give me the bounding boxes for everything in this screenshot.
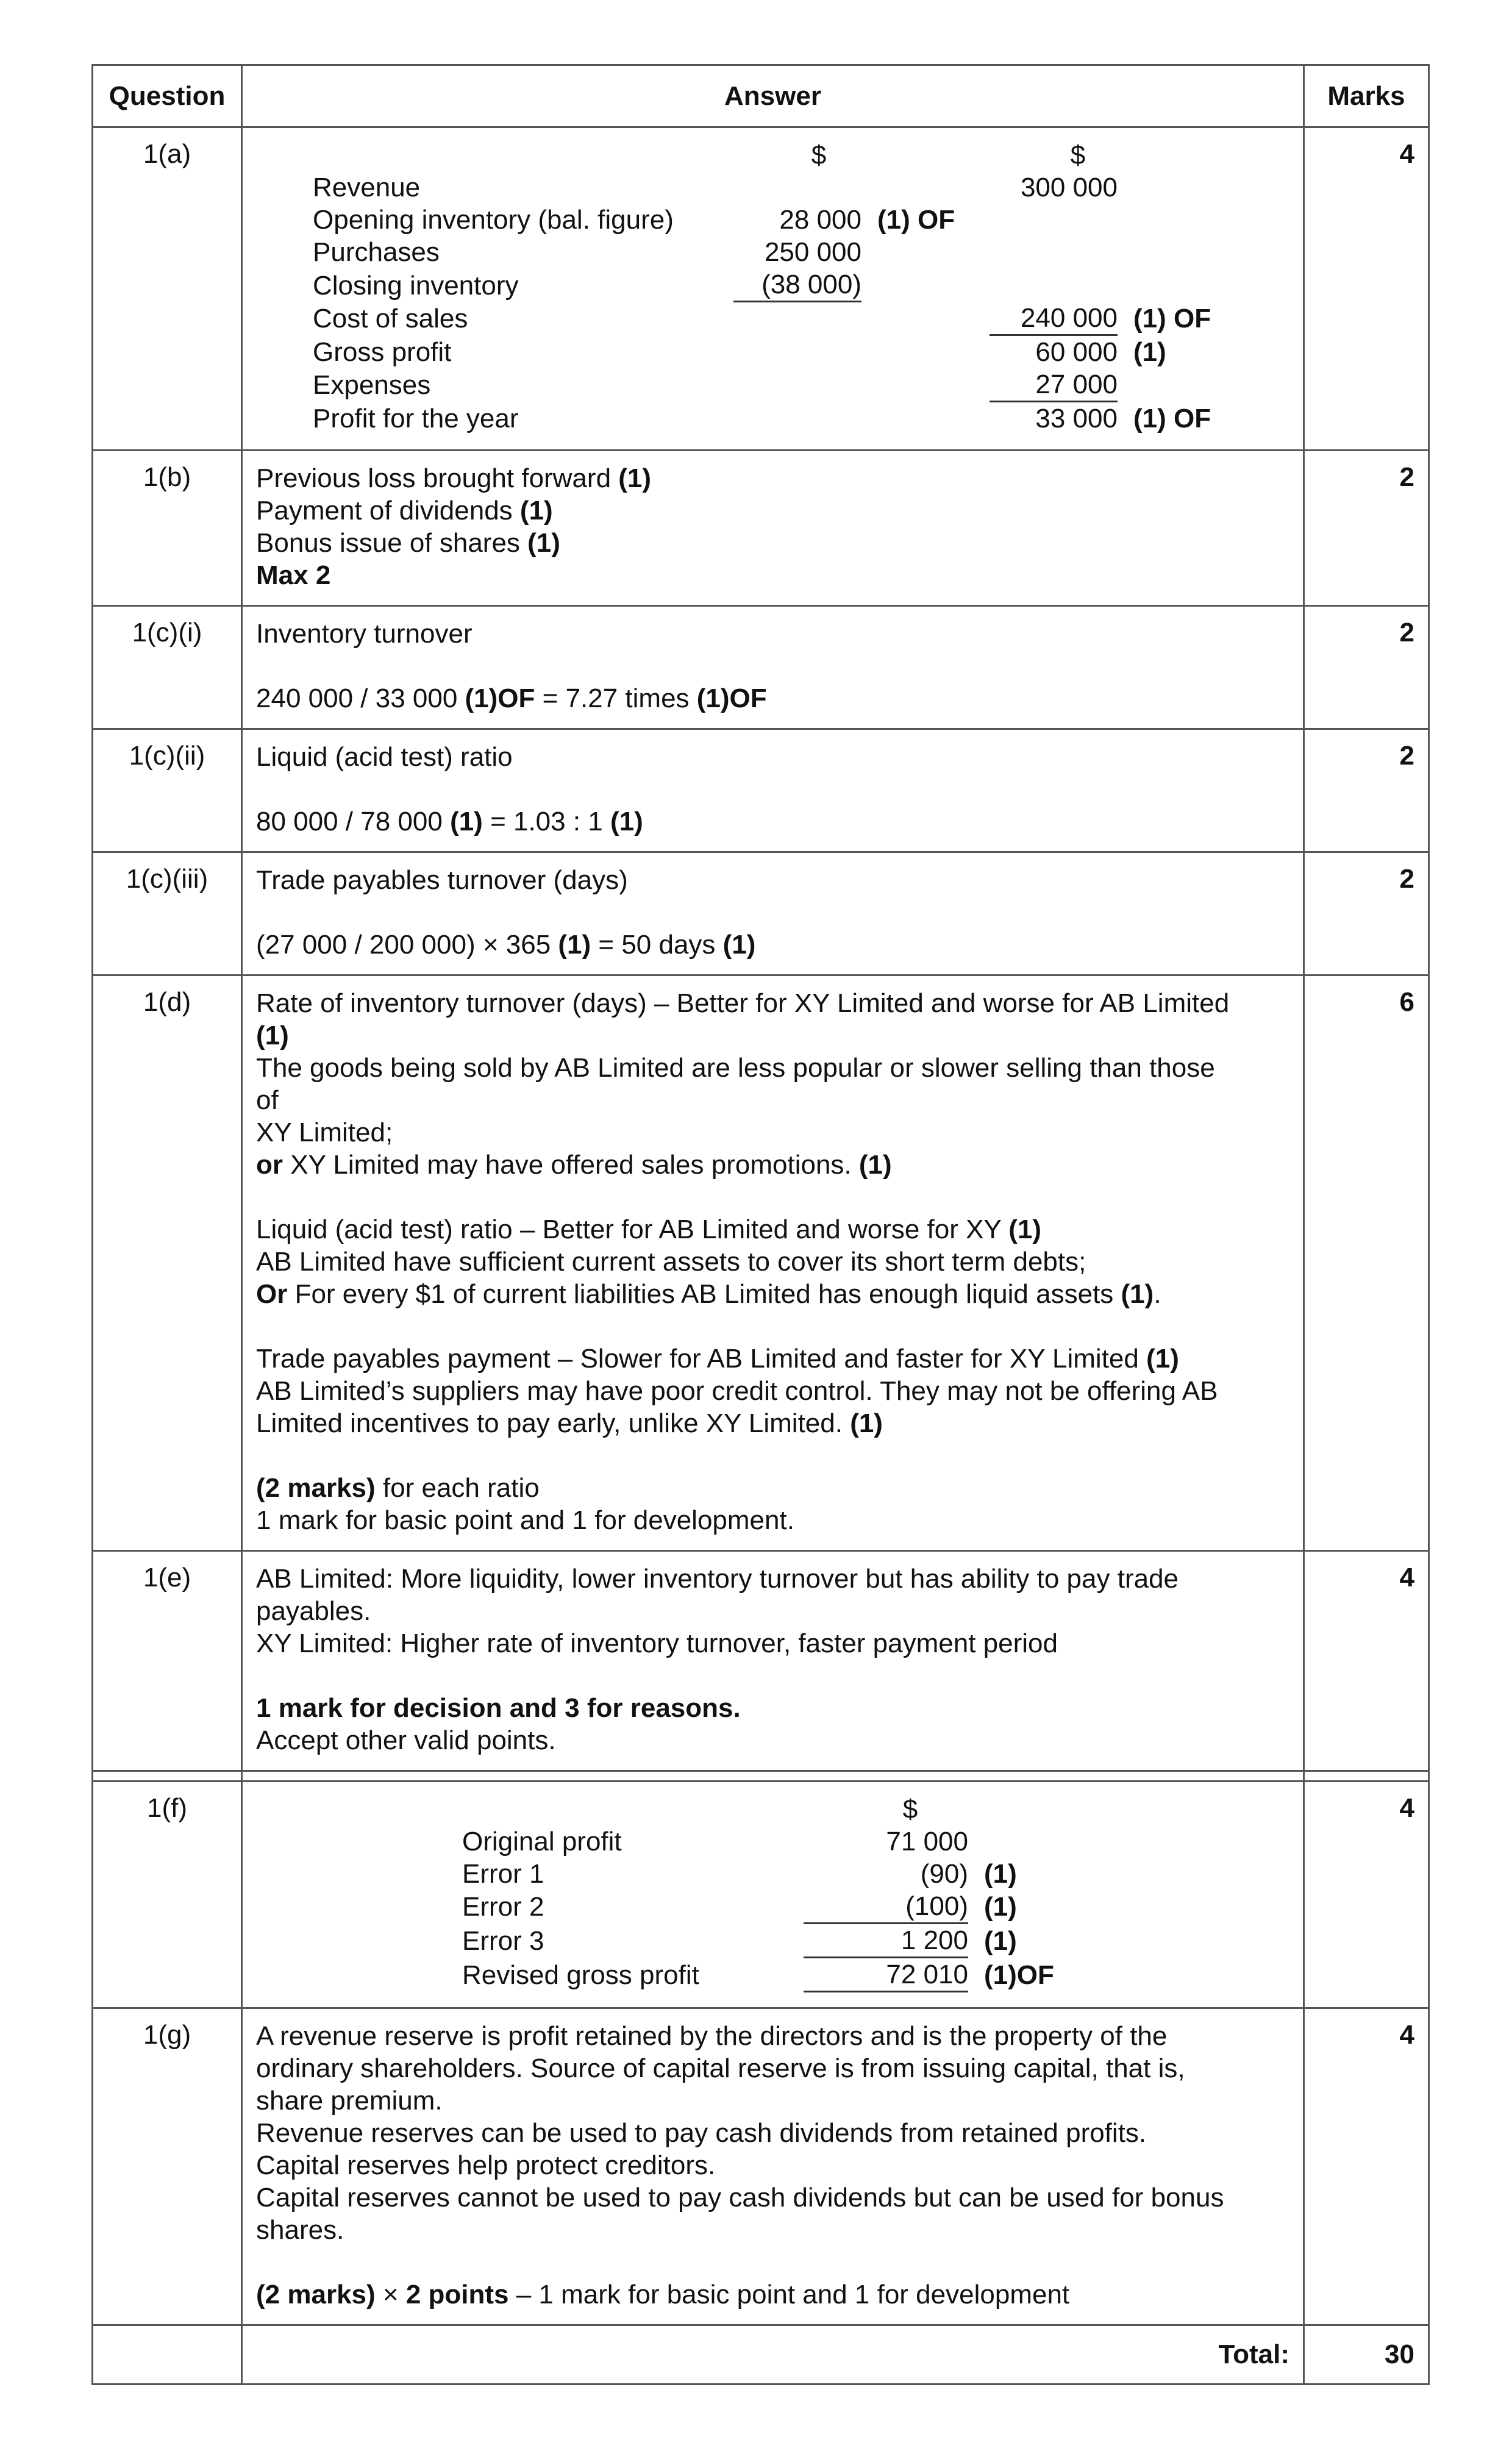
question-id: 1(b) xyxy=(93,450,242,605)
answer-line: Liquid (acid test) ratio – Better for AB Limited and worse for XY xyxy=(256,1214,1009,1244)
statement-row xyxy=(462,1957,1078,1991)
calculation-result: = 1.03 : 1 xyxy=(482,806,610,836)
header-row xyxy=(93,65,1429,127)
mark-annotation: (1) xyxy=(256,1020,289,1050)
marks-value: 2 xyxy=(1304,605,1429,729)
calculation: (27 000 / 200 000) × 365 xyxy=(256,929,558,960)
statement-row xyxy=(462,1890,1078,1924)
total-row xyxy=(93,2325,1429,2384)
answer-line: Capital reserves cannot be used to pay cash dividends but can be used for bonus xyxy=(256,2182,1224,2213)
mark-annotation: (1) xyxy=(610,806,643,836)
answer-line: XY Limited may have offered sales promotions. xyxy=(283,1149,859,1180)
row-label: Opening inventory (bal. figure) xyxy=(313,205,674,235)
row-label: Expenses xyxy=(313,370,431,400)
answer-title: Liquid (acid test) ratio xyxy=(256,741,513,772)
mark-annotation: (1) xyxy=(1146,1343,1179,1374)
col1-value xyxy=(733,302,861,335)
row-label: Error 3 xyxy=(462,1926,544,1956)
calculation-result: = 7.27 times xyxy=(535,683,697,713)
col2-value xyxy=(990,236,1118,268)
col-head: $ xyxy=(902,1794,918,1824)
mark-annotation xyxy=(1118,268,1215,302)
answer-line: Trade payables payment – Slower for AB Limited and faster for XY Limited xyxy=(256,1343,1147,1374)
mark-annotation: (1) xyxy=(850,1408,883,1438)
mark-annotation: (1)OF xyxy=(465,683,535,713)
row-label: Closing inventory xyxy=(313,270,519,301)
col1-value xyxy=(733,171,861,204)
header-answer: Answer xyxy=(242,65,1304,127)
question-id: 1(f) xyxy=(93,1781,242,2008)
marks-value: 4 xyxy=(1304,127,1429,451)
total-label: Total: xyxy=(242,2325,1304,2384)
row-1e xyxy=(93,1550,1429,1771)
statement-row xyxy=(313,368,1215,402)
multiply-sign: × xyxy=(375,2279,406,2310)
marks-value: 6 xyxy=(1304,975,1429,1550)
mark-annotation: (1) xyxy=(1008,1214,1042,1244)
answer-1a xyxy=(242,127,1304,451)
col1-value xyxy=(733,368,861,402)
col1-value: 250 000 xyxy=(764,237,861,267)
row-1ciii xyxy=(93,852,1429,975)
calculation: 240 000 / 33 000 xyxy=(256,683,465,713)
marks-value: 4 xyxy=(1304,2008,1429,2325)
col2-value: 27 000 xyxy=(990,368,1118,402)
answer-line: – 1 mark for basic point and 1 for development xyxy=(508,2279,1070,2310)
row-1ci xyxy=(93,605,1429,729)
or-keyword: or xyxy=(256,1149,283,1180)
mark-annotation xyxy=(861,268,990,302)
question-id: 1(d) xyxy=(93,975,242,1550)
statement-row xyxy=(313,401,1215,435)
answer-line: For every $1 of current liabilities AB Limited has enough liquid assets xyxy=(287,1279,1121,1309)
marks-note: (2 marks) xyxy=(256,2279,376,2310)
answer-line: XY Limited: Higher rate of inventory turnover, faster payment period xyxy=(256,1628,1058,1658)
mark-annotation: (1) xyxy=(450,806,483,836)
row-1cii xyxy=(93,729,1429,852)
mark-annotation xyxy=(861,171,990,204)
mark-annotation: (1) xyxy=(618,463,652,493)
mark-annotation xyxy=(1118,368,1215,402)
statement-row xyxy=(462,1825,1078,1858)
question-id: 1(a) xyxy=(93,127,242,451)
row-label: Revised gross profit xyxy=(462,1960,699,1990)
answer-line: XY Limited; xyxy=(256,1117,393,1147)
answer-1ciii xyxy=(242,852,1304,975)
answer-line: Revenue reserves can be used to pay cash dividends from retained profits. xyxy=(256,2117,1147,2148)
answer-line: payables. xyxy=(256,1596,371,1626)
answer-line: of xyxy=(256,1085,279,1115)
or-keyword: Or xyxy=(256,1279,288,1309)
row-value: 1 200 xyxy=(804,1923,968,1957)
mark-annotation: (1) OF xyxy=(1133,403,1211,433)
row-label: Error 1 xyxy=(462,1858,544,1889)
row-label: Gross profit xyxy=(313,337,452,367)
answer-1b xyxy=(242,450,1304,605)
col2-head: $ xyxy=(1070,140,1086,170)
col2-value: 240 000 xyxy=(990,302,1118,335)
answer-1ci xyxy=(242,605,1304,729)
income-statement xyxy=(313,139,1215,435)
answer-line: shares. xyxy=(256,2214,344,2245)
col2-value: 60 000 xyxy=(1035,337,1118,367)
mark-annotation: (1) xyxy=(858,1149,892,1180)
header-question: Question xyxy=(93,65,242,127)
question-id: 1(c)(ii) xyxy=(93,729,242,852)
mark-annotation xyxy=(968,1825,1078,1858)
punctuation: . xyxy=(1154,1279,1161,1309)
section-separator xyxy=(93,1771,1429,1781)
answer-title: Inventory turnover xyxy=(256,618,472,649)
mark-annotation xyxy=(1118,236,1215,268)
row-label: Cost of sales xyxy=(313,304,468,334)
answer-line: Accept other valid points. xyxy=(256,1725,556,1755)
calculation-result: = 50 days xyxy=(591,929,723,960)
mark-annotation xyxy=(1118,171,1215,204)
answer-1cii xyxy=(242,729,1304,852)
row-1f xyxy=(93,1781,1429,2008)
marks-note: 1 mark for decision and 3 for reasons. xyxy=(256,1692,741,1723)
col1-value xyxy=(733,335,861,368)
mark-annotation: (1) xyxy=(984,1892,1017,1922)
mark-annotation: (1)OF xyxy=(696,683,767,713)
mark-annotation: (1) OF xyxy=(1133,304,1211,334)
statement-row xyxy=(313,204,1215,236)
answer-1f xyxy=(242,1781,1304,2008)
col2-value: 33 000 xyxy=(990,401,1118,435)
mark-annotation xyxy=(1118,204,1215,236)
mark-annotation: (1) xyxy=(984,1858,1017,1889)
answer-line: Rate of inventory turnover (days) – Better for XY Limited and worse for AB Limited xyxy=(256,988,1230,1018)
statement-row xyxy=(313,236,1215,268)
mark-annotation xyxy=(861,302,990,335)
marks-value: 4 xyxy=(1304,1550,1429,1771)
question-id: 1(g) xyxy=(93,2008,242,2325)
profit-adjustment-statement xyxy=(462,1793,1078,1992)
row-label: Error 2 xyxy=(462,1892,544,1922)
answer-line: Payment of dividends xyxy=(256,495,520,526)
total-value: 30 xyxy=(1304,2325,1429,2384)
answer-line: for each ratio xyxy=(375,1472,540,1503)
col2-value xyxy=(990,268,1118,302)
max-note: Max 2 xyxy=(256,560,331,590)
answer-1d xyxy=(242,975,1304,1550)
answer-line: Previous loss brought forward xyxy=(256,463,619,493)
answer-line: The goods being sold by AB Limited are less popular or slower selling than those xyxy=(256,1052,1215,1083)
row-label: Original profit xyxy=(462,1826,622,1857)
statement-row xyxy=(462,1858,1078,1890)
col2-value: 300 000 xyxy=(1020,173,1118,202)
mark-annotation: (1) xyxy=(984,1926,1017,1956)
answer-line: AB Limited: More liquidity, lower inventory turnover but has ability to pay trade xyxy=(256,1563,1179,1594)
answer-line: share premium. xyxy=(256,2085,443,2116)
answer-line: Bonus issue of shares xyxy=(256,527,528,558)
row-1g xyxy=(93,2008,1429,2325)
answer-line: Capital reserves help protect creditors. xyxy=(256,2150,716,2180)
row-1d xyxy=(93,975,1429,1550)
answer-1g xyxy=(242,2008,1304,2325)
mark-annotation: (1) xyxy=(1133,337,1166,367)
marks-value: 2 xyxy=(1304,852,1429,975)
mark-annotation: (1) OF xyxy=(877,205,955,235)
row-value: (90) xyxy=(920,1858,968,1889)
statement-row xyxy=(313,302,1215,335)
answer-1e xyxy=(242,1550,1304,1771)
col1-head: $ xyxy=(811,140,827,170)
mark-annotation: (1) xyxy=(527,527,560,558)
mark-annotation: (1) xyxy=(519,495,553,526)
mark-annotation xyxy=(861,401,990,435)
mark-annotation: (1) xyxy=(722,929,756,960)
col1-value xyxy=(733,401,861,435)
marks-value: 4 xyxy=(1304,1781,1429,2008)
points-note: 2 points xyxy=(405,2279,509,2310)
row-label: Purchases xyxy=(313,237,440,267)
mark-annotation: (1)OF xyxy=(984,1960,1054,1990)
mark-annotation: (1) xyxy=(558,929,591,960)
row-value: 72 010 xyxy=(804,1957,968,1991)
marks-value: 2 xyxy=(1304,450,1429,605)
marks-note: (2 marks) xyxy=(256,1472,376,1503)
row-1b xyxy=(93,450,1429,605)
row-label: Profit for the year xyxy=(313,403,519,433)
question-id: 1(c)(iii) xyxy=(93,852,242,975)
answer-line: AB Limited’s suppliers may have poor credit control. They may not be offering AB xyxy=(256,1375,1218,1406)
row-1a xyxy=(93,127,1429,451)
row-value: (100) xyxy=(905,1891,968,1921)
answer-line: ordinary shareholders. Source of capital reserve is from issuing capital, that is, xyxy=(256,2053,1185,2083)
calculation: 80 000 / 78 000 xyxy=(256,806,451,836)
col2-value xyxy=(990,204,1118,236)
mark-annotation xyxy=(861,236,990,268)
answer-line: Limited incentives to pay early, unlike XY Limited. xyxy=(256,1408,850,1438)
answer-line: 1 mark for basic point and 1 for development. xyxy=(256,1505,794,1535)
statement-row xyxy=(313,268,1215,302)
answer-line: A revenue reserve is profit retained by the directors and is the property of the xyxy=(256,2021,1168,2051)
row-value: 71 000 xyxy=(886,1826,968,1857)
mark-annotation xyxy=(861,368,990,402)
mark-annotation: (1) xyxy=(1121,1279,1154,1309)
statement-row xyxy=(462,1923,1078,1957)
marks-value: 2 xyxy=(1304,729,1429,852)
mark-scheme-page xyxy=(91,64,1430,2385)
statement-row xyxy=(313,335,1215,368)
mark-scheme-table xyxy=(91,64,1430,2385)
question-id: 1(c)(i) xyxy=(93,605,242,729)
answer-line: AB Limited have sufficient current assets to cover its short term debts; xyxy=(256,1246,1086,1277)
statement-row xyxy=(313,171,1215,204)
answer-title: Trade payables turnover (days) xyxy=(256,865,628,895)
header-marks: Marks xyxy=(1304,65,1429,127)
row-label: Revenue xyxy=(313,173,421,202)
col1-value: 28 000 xyxy=(779,205,861,235)
mark-annotation xyxy=(861,335,990,368)
col1-value: (38 000) xyxy=(733,268,861,302)
question-id: 1(e) xyxy=(93,1550,242,1771)
